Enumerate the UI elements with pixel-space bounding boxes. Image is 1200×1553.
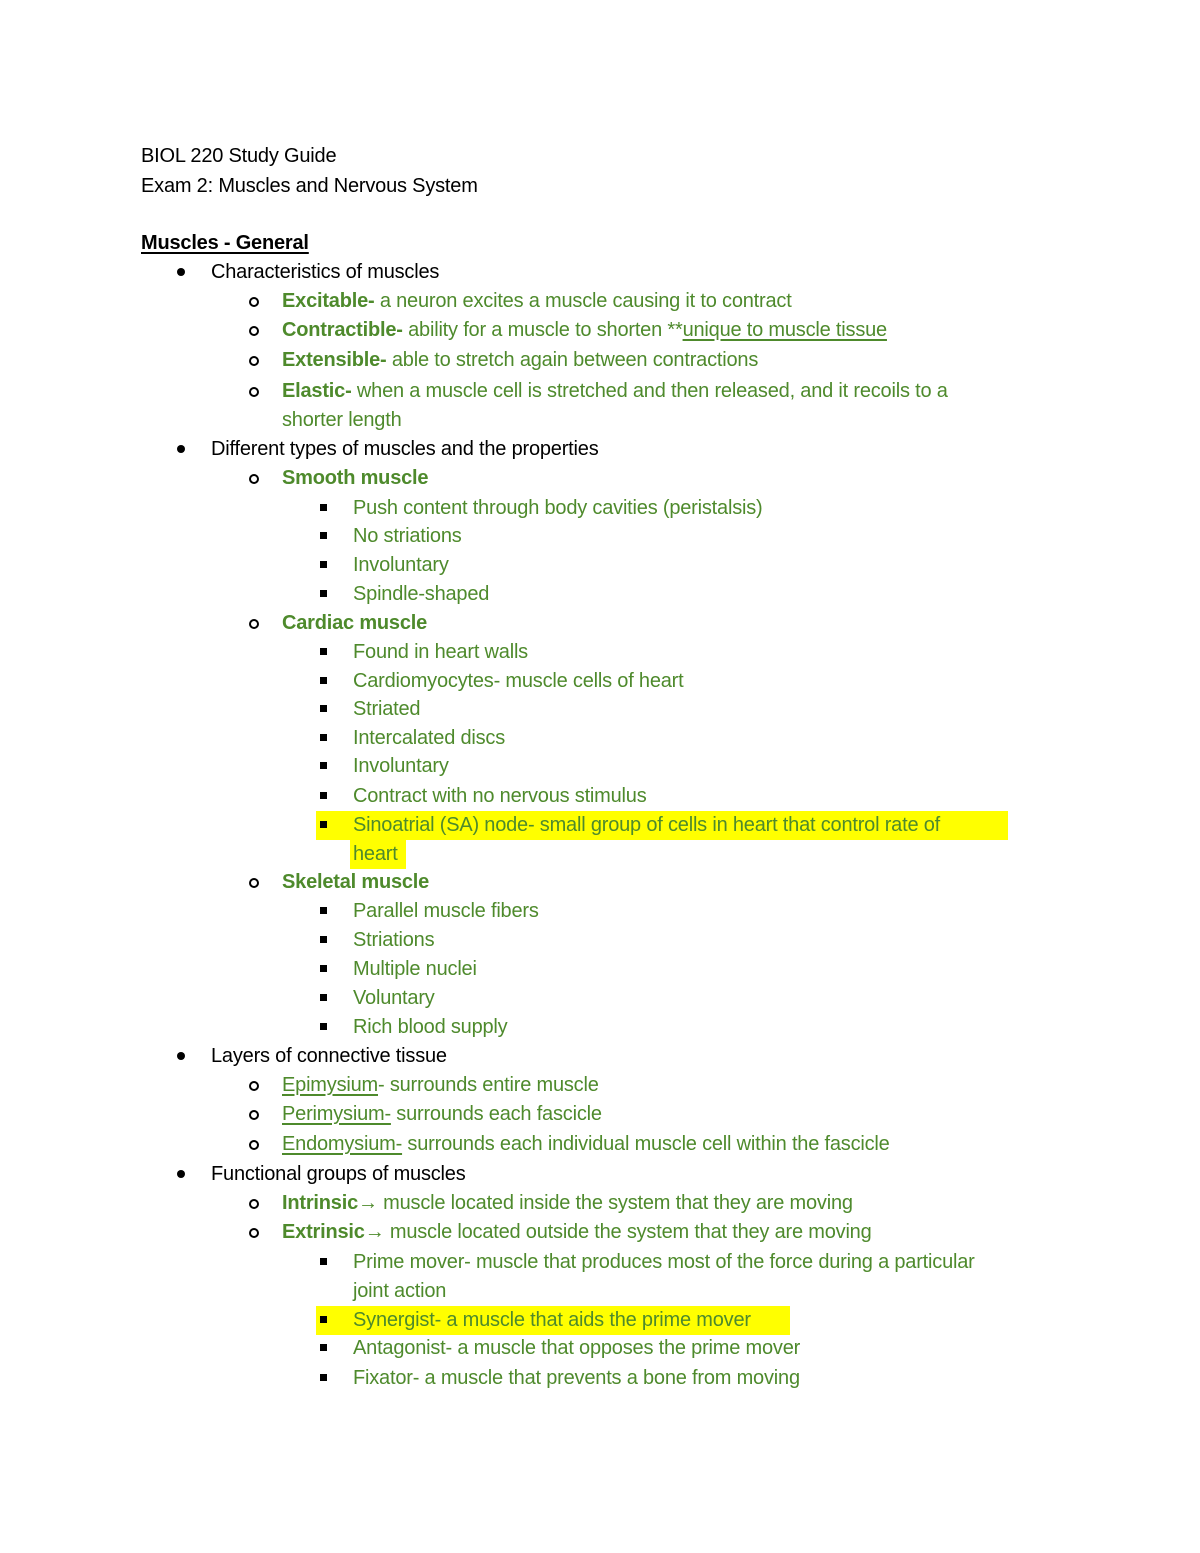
bullet-circle-icon bbox=[249, 619, 259, 629]
bullet-circle-icon bbox=[249, 1140, 259, 1150]
bullet-square-icon bbox=[320, 792, 327, 799]
bullet-square-icon bbox=[320, 821, 327, 828]
definition: ability for a muscle to shorten ** bbox=[402, 319, 683, 341]
bullet-circle-icon bbox=[249, 1110, 259, 1120]
arrow-right-icon: → bbox=[358, 1192, 378, 1214]
bullet-square-icon bbox=[320, 762, 327, 769]
list-item: Functional groups of muscles bbox=[211, 1163, 466, 1185]
list-item: Fixator- a muscle that prevents a bone from moving bbox=[353, 1367, 800, 1389]
muscle-type-heading: Smooth muscle bbox=[282, 467, 429, 489]
bullet-dot-icon bbox=[177, 1170, 185, 1178]
list-item bbox=[282, 1130, 890, 1158]
list-item bbox=[282, 316, 887, 344]
highlighted-item-continuation: heart bbox=[353, 843, 398, 865]
bullet-circle-icon bbox=[249, 387, 259, 397]
bullet-square-icon bbox=[320, 936, 327, 943]
list-item bbox=[282, 346, 758, 374]
list-item: Spindle-shaped bbox=[353, 583, 490, 605]
bullet-square-icon bbox=[320, 504, 327, 511]
list-item: Involuntary bbox=[353, 554, 449, 576]
term: Extrinsic bbox=[282, 1221, 365, 1243]
bullet-circle-icon bbox=[249, 326, 259, 336]
bullet-square-icon bbox=[320, 907, 327, 914]
bullet-square-icon bbox=[320, 1023, 327, 1030]
list-item bbox=[282, 377, 948, 405]
bullet-square-icon bbox=[320, 1374, 327, 1381]
term: Epimysium bbox=[282, 1074, 378, 1096]
list-item-continuation: shorter length bbox=[282, 409, 402, 431]
list-item: Rich blood supply bbox=[353, 1016, 508, 1038]
list-item: Cardiomyocytes- muscle cells of heart bbox=[353, 670, 684, 692]
list-item bbox=[282, 1189, 853, 1217]
arrow-right-icon: → bbox=[364, 1221, 385, 1243]
term: Contractible- bbox=[282, 319, 403, 341]
bullet-dot-icon bbox=[177, 445, 185, 453]
bullet-dot-icon bbox=[177, 1052, 185, 1060]
list-item bbox=[282, 1071, 599, 1099]
note: unique to muscle tissue bbox=[682, 319, 887, 341]
bullet-square-icon bbox=[320, 994, 327, 1001]
bullet-circle-icon bbox=[249, 1081, 259, 1091]
list-item: Involuntary bbox=[353, 755, 449, 777]
list-item: Different types of muscles and the properties bbox=[211, 438, 599, 460]
term: Excitable- bbox=[282, 290, 375, 312]
bullet-square-icon bbox=[320, 1316, 327, 1323]
term: Elastic- bbox=[282, 380, 352, 402]
doc-title: BIOL 220 Study Guide bbox=[141, 145, 337, 167]
bullet-circle-icon bbox=[249, 878, 259, 888]
list-item: Layers of connective tissue bbox=[211, 1045, 447, 1067]
definition: when a muscle cell is stretched and then released, and it recoils to a bbox=[351, 380, 948, 402]
muscle-type-heading: Cardiac muscle bbox=[282, 612, 428, 634]
bullet-square-icon bbox=[320, 965, 327, 972]
list-item: Striations bbox=[353, 929, 435, 951]
list-item: Parallel muscle fibers bbox=[353, 900, 539, 922]
list-item-continuation: joint action bbox=[353, 1280, 447, 1302]
bullet-square-icon bbox=[320, 677, 327, 684]
definition: muscle located outside the system that they are moving bbox=[384, 1221, 872, 1243]
list-item bbox=[282, 1218, 872, 1246]
bullet-square-icon bbox=[320, 590, 327, 597]
bullet-circle-icon bbox=[249, 356, 259, 366]
bullet-square-icon bbox=[320, 1258, 327, 1265]
section-heading: Muscles - General bbox=[141, 232, 309, 254]
term: Extensible- bbox=[282, 349, 387, 371]
list-item: Contract with no nervous stimulus bbox=[353, 785, 647, 807]
bullet-square-icon bbox=[320, 734, 327, 741]
highlighted-item: Sinoatrial (SA) node- small group of cells in heart that control rate of bbox=[353, 814, 941, 836]
list-item: Prime mover- muscle that produces most of the force during a particular bbox=[353, 1251, 975, 1273]
bullet-square-icon bbox=[320, 561, 327, 568]
bullet-square-icon bbox=[320, 532, 327, 539]
list-item: No striations bbox=[353, 525, 462, 547]
definition: surrounds each individual muscle cell within the fascicle bbox=[402, 1133, 890, 1155]
list-item bbox=[282, 287, 792, 315]
bullet-circle-icon bbox=[249, 474, 259, 484]
term: Endomysium- bbox=[282, 1133, 403, 1155]
definition: able to stretch again between contractions bbox=[386, 349, 759, 371]
list-item: Multiple nuclei bbox=[353, 958, 477, 980]
definition: surrounds each fascicle bbox=[390, 1103, 602, 1125]
list-item: Push content through body cavities (peristalsis) bbox=[353, 497, 763, 519]
bullet-dot-icon bbox=[177, 268, 185, 276]
list-item: Intercalated discs bbox=[353, 727, 506, 749]
term: Intrinsic bbox=[282, 1192, 358, 1214]
highlighted-item: Synergist- a muscle that aids the prime mover bbox=[353, 1309, 751, 1331]
term: Perimysium- bbox=[282, 1103, 391, 1125]
bullet-square-icon bbox=[320, 1344, 327, 1351]
bullet-circle-icon bbox=[249, 1228, 259, 1238]
bullet-circle-icon bbox=[249, 1199, 259, 1209]
muscle-type-heading: Skeletal muscle bbox=[282, 871, 430, 893]
doc-subtitle: Exam 2: Muscles and Nervous System bbox=[141, 175, 478, 197]
list-item: Striated bbox=[353, 698, 421, 720]
list-item: Antagonist- a muscle that opposes the prime mover bbox=[353, 1337, 801, 1359]
bullet-square-icon bbox=[320, 705, 327, 712]
list-item: Voluntary bbox=[353, 987, 435, 1009]
list-item: Characteristics of muscles bbox=[211, 261, 440, 283]
list-item bbox=[282, 1100, 602, 1128]
definition: - surrounds entire muscle bbox=[378, 1074, 599, 1096]
bullet-square-icon bbox=[320, 648, 327, 655]
definition: a neuron excites a muscle causing it to contract bbox=[374, 290, 792, 312]
definition: muscle located inside the system that they are moving bbox=[377, 1192, 853, 1214]
list-item: Found in heart walls bbox=[353, 641, 528, 663]
bullet-circle-icon bbox=[249, 297, 259, 307]
